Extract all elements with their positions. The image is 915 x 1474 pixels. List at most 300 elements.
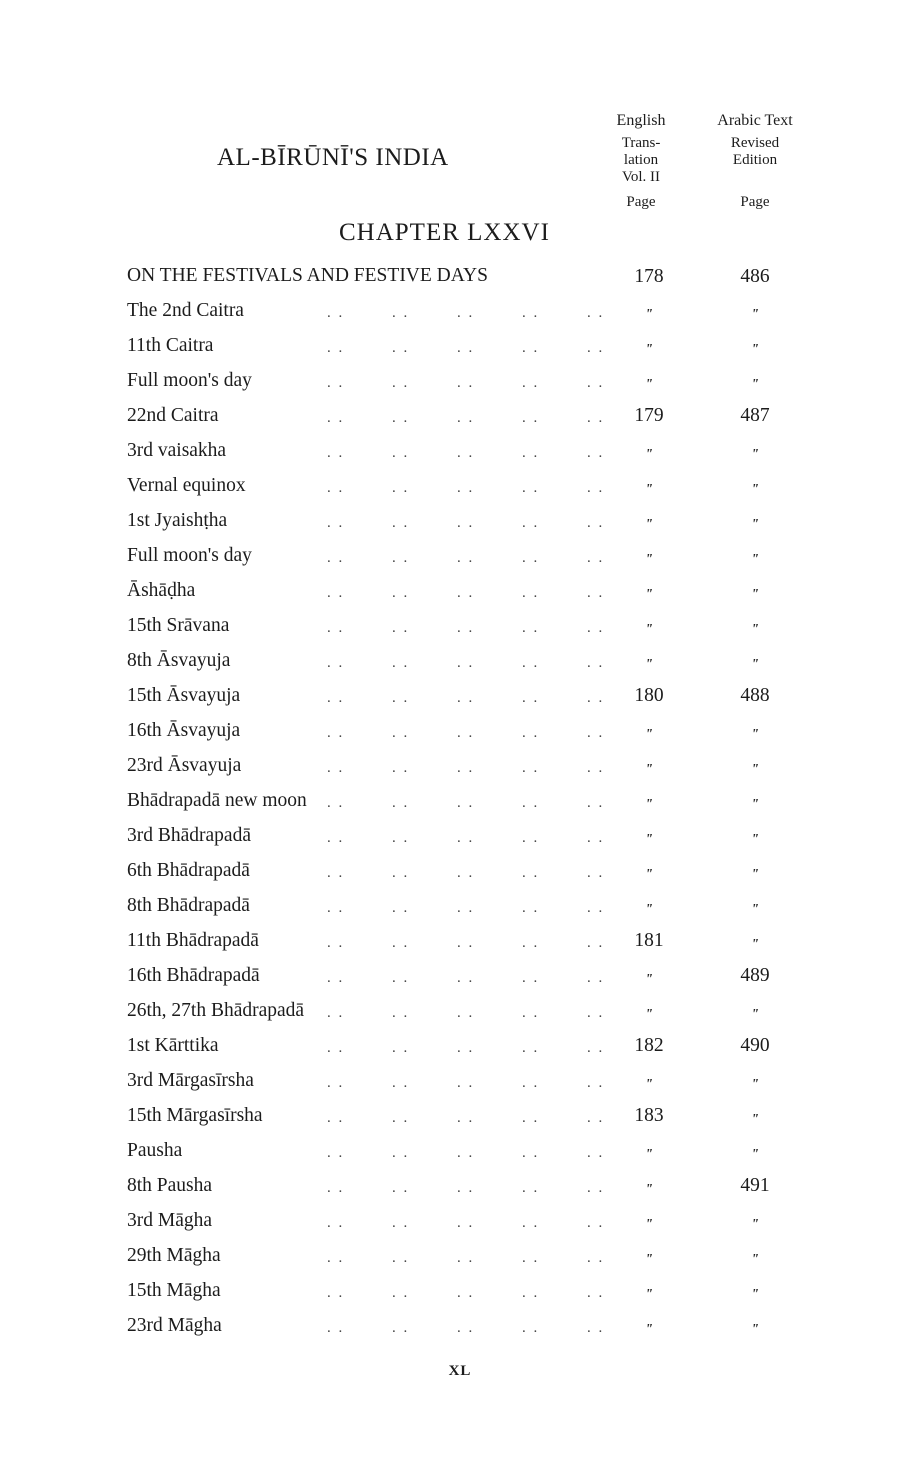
arabic-column-page-label: Page bbox=[740, 194, 770, 210]
leader-dots: . . bbox=[457, 1250, 475, 1266]
english-page-ref: " bbox=[645, 552, 653, 567]
leader-dots: . . bbox=[522, 305, 540, 321]
leader-dots: . . bbox=[457, 480, 475, 496]
leader-dots: . . bbox=[327, 900, 345, 916]
leader-dots: . . bbox=[457, 935, 475, 951]
dot-leader bbox=[127, 299, 617, 334]
arabic-page-ref: " bbox=[751, 657, 759, 672]
leader-dots: . . bbox=[522, 410, 540, 426]
arabic-page-ref: " bbox=[751, 1252, 759, 1267]
entry-label: 8th Bhādrapadā bbox=[127, 895, 250, 916]
leader-dots: . . bbox=[457, 550, 475, 566]
contents-entry bbox=[127, 299, 827, 334]
arabic-page-ref: " bbox=[751, 832, 759, 847]
english-page-ref: " bbox=[645, 902, 653, 917]
leader-dots: . . bbox=[392, 445, 410, 461]
leader-dots: . . bbox=[522, 725, 540, 741]
leader-dots: . . bbox=[327, 1040, 345, 1056]
leader-dots: . . bbox=[587, 655, 605, 671]
leader-dots: . . bbox=[587, 445, 605, 461]
entry-label: 15th Mārgasīrsha bbox=[127, 1105, 263, 1126]
dot-leader bbox=[127, 929, 617, 964]
english-page-ref: " bbox=[645, 482, 653, 497]
leader-dots: . . bbox=[587, 935, 605, 951]
contents-entry bbox=[127, 614, 827, 649]
leader-dots: . . bbox=[522, 690, 540, 706]
leader-dots: . . bbox=[587, 1040, 605, 1056]
leader-dots: . . bbox=[327, 480, 345, 496]
arabic-page-ref: " bbox=[751, 1217, 759, 1232]
leader-dots: . . bbox=[457, 725, 475, 741]
arabic-page-ref: " bbox=[751, 552, 759, 567]
arabic-page-ref: " bbox=[751, 587, 759, 602]
dot-leader bbox=[127, 1034, 617, 1069]
leader-dots: . . bbox=[522, 340, 540, 356]
leader-dots: . . bbox=[522, 1075, 540, 1091]
book-title: AL-BĪRŪNĪ'S INDIA bbox=[217, 144, 449, 171]
leader-dots: . . bbox=[392, 935, 410, 951]
dot-leader bbox=[127, 964, 617, 999]
leader-dots: . . bbox=[392, 725, 410, 741]
leader-dots: . . bbox=[587, 690, 605, 706]
leader-dots: . . bbox=[457, 865, 475, 881]
leader-dots: . . bbox=[392, 340, 410, 356]
contents-entry bbox=[127, 1174, 827, 1209]
leader-dots: . . bbox=[392, 1320, 410, 1336]
leader-dots: . . bbox=[522, 1040, 540, 1056]
english-page-ref: " bbox=[645, 1217, 653, 1232]
leader-dots: . . bbox=[587, 900, 605, 916]
contents-entry bbox=[127, 684, 827, 719]
contents-entry bbox=[127, 1209, 827, 1244]
leader-dots: . . bbox=[522, 935, 540, 951]
entry-label: Āshāḍha bbox=[127, 580, 196, 601]
leader-dots: . . bbox=[327, 550, 345, 566]
english-column-line: Vol. II bbox=[621, 169, 661, 185]
leader-dots: . . bbox=[522, 515, 540, 531]
dot-leader bbox=[127, 579, 617, 614]
english-column-line: Trans- bbox=[621, 135, 661, 151]
arabic-page-ref: " bbox=[751, 377, 759, 392]
arabic-page-ref: " bbox=[751, 937, 759, 952]
contents-entry bbox=[127, 824, 827, 859]
leader-dots: . . bbox=[392, 795, 410, 811]
entry-label: Pausha bbox=[127, 1140, 183, 1161]
arabic-page-ref: " bbox=[751, 517, 759, 532]
leader-dots: . . bbox=[392, 550, 410, 566]
arabic-page-ref: 488 bbox=[740, 685, 770, 706]
arabic-page-ref: " bbox=[751, 727, 759, 742]
arabic-column-line: Revised bbox=[730, 135, 780, 151]
arabic-page-ref: " bbox=[751, 902, 759, 917]
leader-dots: . . bbox=[392, 1005, 410, 1021]
leader-dots: . . bbox=[457, 1285, 475, 1301]
contents-entry bbox=[127, 474, 827, 509]
arabic-page-ref: " bbox=[751, 762, 759, 777]
dot-leader bbox=[127, 1314, 617, 1349]
leader-dots: . . bbox=[457, 1180, 475, 1196]
leader-dots: . . bbox=[587, 305, 605, 321]
entry-label: 8th Āsvayuja bbox=[127, 650, 231, 671]
leader-dots: . . bbox=[457, 795, 475, 811]
arabic-page-ref: 487 bbox=[740, 405, 770, 426]
leader-dots: . . bbox=[587, 1215, 605, 1231]
leader-dots: . . bbox=[522, 1145, 540, 1161]
dot-leader bbox=[127, 859, 617, 894]
leader-dots: . . bbox=[392, 585, 410, 601]
leader-dots: . . bbox=[327, 620, 345, 636]
contents-entry bbox=[127, 439, 827, 474]
leader-dots: . . bbox=[392, 620, 410, 636]
leader-dots: . . bbox=[522, 445, 540, 461]
entry-label: 8th Pausha bbox=[127, 1175, 213, 1196]
entry-label: 26th, 27th Bhādrapadā bbox=[127, 1000, 305, 1021]
english-page-ref: " bbox=[645, 727, 653, 742]
arabic-page-ref: " bbox=[751, 622, 759, 637]
leader-dots: . . bbox=[457, 655, 475, 671]
arabic-text-column-header bbox=[692, 112, 818, 211]
leader-dots: . . bbox=[587, 550, 605, 566]
dot-leader bbox=[127, 614, 617, 649]
leader-dots: . . bbox=[327, 1005, 345, 1021]
leader-dots: . . bbox=[587, 830, 605, 846]
leader-dots: . . bbox=[587, 375, 605, 391]
arabic-page-ref: " bbox=[751, 1007, 759, 1022]
arabic-column-spacer bbox=[692, 169, 818, 186]
entry-label: The 2nd Caitra bbox=[127, 300, 244, 321]
leader-dots: . . bbox=[392, 1215, 410, 1231]
contents-entry bbox=[127, 1139, 827, 1174]
leader-dots: . . bbox=[587, 760, 605, 776]
contents-entry bbox=[127, 894, 827, 929]
arabic-page-ref: 491 bbox=[740, 1175, 770, 1196]
arabic-page-ref: " bbox=[751, 1112, 759, 1127]
arabic-page-ref: " bbox=[751, 342, 759, 357]
leader-dots: . . bbox=[587, 1005, 605, 1021]
english-page-ref: " bbox=[645, 1147, 653, 1162]
leader-dots: . . bbox=[587, 410, 605, 426]
leader-dots: . . bbox=[522, 375, 540, 391]
dot-leader bbox=[127, 509, 617, 544]
contents-entry bbox=[127, 649, 827, 684]
leader-dots: . . bbox=[327, 375, 345, 391]
dot-leader bbox=[127, 999, 617, 1034]
leader-dots: . . bbox=[327, 1110, 345, 1126]
leader-dots: . . bbox=[392, 1040, 410, 1056]
arabic-column-line: Edition bbox=[732, 152, 778, 168]
leader-dots: . . bbox=[522, 1180, 540, 1196]
page-number: XL bbox=[448, 1363, 472, 1379]
leader-dots: . . bbox=[522, 1285, 540, 1301]
dot-leader bbox=[127, 1139, 617, 1174]
leader-dots: . . bbox=[522, 1215, 540, 1231]
leader-dots: . . bbox=[392, 865, 410, 881]
leader-dots: . . bbox=[327, 760, 345, 776]
english-page-ref: " bbox=[645, 657, 653, 672]
leader-dots: . . bbox=[587, 515, 605, 531]
leader-dots: . . bbox=[392, 1110, 410, 1126]
leader-dots: . . bbox=[457, 1110, 475, 1126]
leader-dots: . . bbox=[327, 445, 345, 461]
arabic-page-ref: " bbox=[751, 1147, 759, 1162]
leader-dots: . . bbox=[587, 620, 605, 636]
english-translation-column-header bbox=[604, 112, 678, 211]
leader-dots: . . bbox=[457, 585, 475, 601]
contents-entry bbox=[127, 964, 827, 999]
entry-label: 6th Bhādrapadā bbox=[127, 860, 250, 881]
entry-label: 16th Āsvayuja bbox=[127, 720, 241, 741]
entry-label: 15th Āsvayuja bbox=[127, 685, 241, 706]
arabic-page-ref: " bbox=[751, 447, 759, 462]
english-page-ref: " bbox=[645, 307, 653, 322]
contents-entry bbox=[127, 509, 827, 544]
leader-dots: . . bbox=[392, 515, 410, 531]
dot-leader bbox=[127, 824, 617, 859]
dot-leader bbox=[127, 754, 617, 789]
arabic-page-ref: " bbox=[751, 482, 759, 497]
entry-label: Full moon's day bbox=[127, 370, 252, 391]
leader-dots: . . bbox=[457, 1075, 475, 1091]
dot-leader bbox=[127, 649, 617, 684]
leader-dots: . . bbox=[457, 900, 475, 916]
contents-entry-list bbox=[127, 299, 827, 1349]
arabic-page-ref: 489 bbox=[740, 965, 770, 986]
leader-dots: . . bbox=[522, 900, 540, 916]
leader-dots: . . bbox=[392, 1180, 410, 1196]
entry-label: 3rd Bhādrapadā bbox=[127, 825, 251, 846]
leader-dots: . . bbox=[587, 1285, 605, 1301]
contents-entry bbox=[127, 999, 827, 1034]
leader-dots: . . bbox=[587, 1110, 605, 1126]
dot-leader bbox=[127, 334, 617, 369]
leader-dots: . . bbox=[587, 1075, 605, 1091]
leader-dots: . . bbox=[522, 1110, 540, 1126]
leader-dots: . . bbox=[392, 900, 410, 916]
entry-label: 22nd Caitra bbox=[127, 405, 219, 426]
leader-dots: . . bbox=[587, 1320, 605, 1336]
contents-entry bbox=[127, 1314, 827, 1349]
arabic-page-ref: " bbox=[751, 867, 759, 882]
contents-entry bbox=[127, 719, 827, 754]
arabic-column-top-label: Arabic Text bbox=[717, 112, 793, 129]
leader-dots: . . bbox=[587, 725, 605, 741]
leader-dots: . . bbox=[327, 690, 345, 706]
leader-dots: . . bbox=[392, 1250, 410, 1266]
leader-dots: . . bbox=[327, 970, 345, 986]
english-page-ref: " bbox=[645, 832, 653, 847]
dot-leader bbox=[127, 894, 617, 929]
leader-dots: . . bbox=[327, 1145, 345, 1161]
leader-dots: . . bbox=[392, 1145, 410, 1161]
english-page-ref: 182 bbox=[634, 1035, 664, 1056]
leader-dots: . . bbox=[327, 1320, 345, 1336]
entry-label: Bhādrapadā new moon bbox=[127, 790, 307, 811]
contents-entry bbox=[127, 789, 827, 824]
arabic-page-ref: 490 bbox=[740, 1035, 770, 1056]
section-title: ON THE FESTIVALS AND FESTIVE DAYS bbox=[127, 265, 488, 286]
entry-label: 15th Māgha bbox=[127, 1280, 221, 1301]
leader-dots: . . bbox=[392, 1285, 410, 1301]
english-page-ref: " bbox=[645, 1007, 653, 1022]
leader-dots: . . bbox=[457, 375, 475, 391]
entry-label: 29th Māgha bbox=[127, 1245, 221, 1266]
leader-dots: . . bbox=[457, 1320, 475, 1336]
english-page-ref: " bbox=[645, 762, 653, 777]
leader-dots: . . bbox=[457, 410, 475, 426]
chapter-title: CHAPTER LXXVI bbox=[339, 219, 550, 246]
leader-dots: . . bbox=[327, 305, 345, 321]
leader-dots: . . bbox=[522, 1250, 540, 1266]
english-page-ref: 183 bbox=[634, 1105, 664, 1126]
leader-dots: . . bbox=[392, 1075, 410, 1091]
entry-label: 3rd Mārgasīrsha bbox=[127, 1070, 254, 1091]
english-page-ref: " bbox=[645, 587, 653, 602]
dot-leader bbox=[127, 544, 617, 579]
section-english-page: 178 bbox=[634, 266, 664, 287]
contents-entry bbox=[127, 369, 827, 404]
leader-dots: . . bbox=[392, 305, 410, 321]
english-page-ref: " bbox=[645, 622, 653, 637]
leader-dots: . . bbox=[327, 865, 345, 881]
english-page-ref: " bbox=[645, 867, 653, 882]
leader-dots: . . bbox=[327, 655, 345, 671]
english-page-ref: " bbox=[645, 1287, 653, 1302]
leader-dots: . . bbox=[327, 935, 345, 951]
leader-dots: . . bbox=[327, 1075, 345, 1091]
contents-entry bbox=[127, 544, 827, 579]
dot-leader bbox=[127, 404, 617, 439]
leader-dots: . . bbox=[327, 1250, 345, 1266]
leader-dots: . . bbox=[392, 970, 410, 986]
leader-dots: . . bbox=[457, 340, 475, 356]
arabic-page-ref: " bbox=[751, 307, 759, 322]
leader-dots: . . bbox=[327, 830, 345, 846]
entry-label: 23rd Āsvayuja bbox=[127, 755, 242, 776]
entry-label: 15th Srāvana bbox=[127, 615, 230, 636]
english-page-ref: " bbox=[645, 377, 653, 392]
english-page-ref: " bbox=[645, 517, 653, 532]
dot-leader bbox=[127, 1279, 617, 1314]
leader-dots: . . bbox=[327, 410, 345, 426]
arabic-page-ref: " bbox=[751, 1322, 759, 1337]
entry-label: 1st Jyaishṭha bbox=[127, 510, 228, 531]
leader-dots: . . bbox=[392, 480, 410, 496]
leader-dots: . . bbox=[522, 760, 540, 776]
entry-label: 3rd Māgha bbox=[127, 1210, 213, 1231]
entry-label: 11th Caitra bbox=[127, 335, 214, 356]
arabic-page-ref: " bbox=[751, 797, 759, 812]
leader-dots: . . bbox=[457, 1005, 475, 1021]
leader-dots: . . bbox=[522, 865, 540, 881]
leader-dots: . . bbox=[522, 655, 540, 671]
english-page-ref: 180 bbox=[634, 685, 664, 706]
dot-leader bbox=[127, 1104, 617, 1139]
leader-dots: . . bbox=[457, 760, 475, 776]
english-page-ref: 181 bbox=[634, 930, 664, 951]
contents-entry bbox=[127, 1104, 827, 1139]
leader-dots: . . bbox=[522, 970, 540, 986]
entry-label: 11th Bhādrapadā bbox=[127, 930, 259, 951]
contents-entry bbox=[127, 579, 827, 614]
contents-entry bbox=[127, 404, 827, 439]
leader-dots: . . bbox=[392, 760, 410, 776]
leader-dots: . . bbox=[457, 305, 475, 321]
leader-dots: . . bbox=[327, 585, 345, 601]
english-page-ref: " bbox=[645, 447, 653, 462]
leader-dots: . . bbox=[457, 1040, 475, 1056]
dot-leader bbox=[127, 369, 617, 404]
leader-dots: . . bbox=[587, 585, 605, 601]
english-page-ref: " bbox=[645, 342, 653, 357]
leader-dots: . . bbox=[587, 795, 605, 811]
leader-dots: . . bbox=[327, 515, 345, 531]
leader-dots: . . bbox=[457, 445, 475, 461]
entry-label: 23rd Māgha bbox=[127, 1315, 222, 1336]
leader-dots: . . bbox=[522, 1320, 540, 1336]
entry-label: 3rd vaisakha bbox=[127, 440, 227, 461]
contents-entry bbox=[127, 1034, 827, 1069]
dot-leader bbox=[127, 789, 617, 824]
english-page-ref: " bbox=[645, 797, 653, 812]
entry-label: 1st Kārttika bbox=[127, 1035, 219, 1056]
leader-dots: . . bbox=[392, 375, 410, 391]
leader-dots: . . bbox=[327, 1180, 345, 1196]
leader-dots: . . bbox=[457, 1145, 475, 1161]
leader-dots: . . bbox=[587, 1145, 605, 1161]
leader-dots: . . bbox=[587, 1250, 605, 1266]
arabic-page-ref: " bbox=[751, 1287, 759, 1302]
dot-leader bbox=[127, 1174, 617, 1209]
leader-dots: . . bbox=[392, 655, 410, 671]
dot-leader bbox=[127, 1244, 617, 1279]
contents-entry bbox=[127, 1244, 827, 1279]
leader-dots: . . bbox=[587, 340, 605, 356]
contents-entry bbox=[127, 1069, 827, 1104]
entry-label: Vernal equinox bbox=[127, 475, 246, 496]
leader-dots: . . bbox=[457, 1215, 475, 1231]
leader-dots: . . bbox=[522, 480, 540, 496]
dot-leader bbox=[127, 1209, 617, 1244]
english-column-page-label: Page bbox=[626, 194, 656, 210]
leader-dots: . . bbox=[457, 830, 475, 846]
leader-dots: . . bbox=[392, 410, 410, 426]
leader-dots: . . bbox=[327, 725, 345, 741]
contents-entry bbox=[127, 929, 827, 964]
leader-dots: . . bbox=[587, 480, 605, 496]
leader-dots: . . bbox=[457, 515, 475, 531]
leader-dots: . . bbox=[587, 1180, 605, 1196]
arabic-page-ref: " bbox=[751, 1077, 759, 1092]
contents-entry bbox=[127, 334, 827, 369]
entry-label: 16th Bhādrapadā bbox=[127, 965, 260, 986]
section-heading-row bbox=[127, 265, 827, 293]
contents-entry bbox=[127, 754, 827, 789]
english-page-ref: " bbox=[645, 1252, 653, 1267]
english-column-top-label: English bbox=[616, 112, 666, 129]
leader-dots: . . bbox=[392, 690, 410, 706]
leader-dots: . . bbox=[587, 970, 605, 986]
leader-dots: . . bbox=[587, 865, 605, 881]
leader-dots: . . bbox=[522, 585, 540, 601]
dot-leader bbox=[127, 439, 617, 474]
english-page-ref: 179 bbox=[634, 405, 664, 426]
leader-dots: . . bbox=[522, 795, 540, 811]
contents-entry bbox=[127, 1279, 827, 1314]
dot-leader bbox=[127, 719, 617, 754]
english-page-ref: " bbox=[645, 1182, 653, 1197]
entry-label: Full moon's day bbox=[127, 545, 252, 566]
english-page-ref: " bbox=[645, 972, 653, 987]
